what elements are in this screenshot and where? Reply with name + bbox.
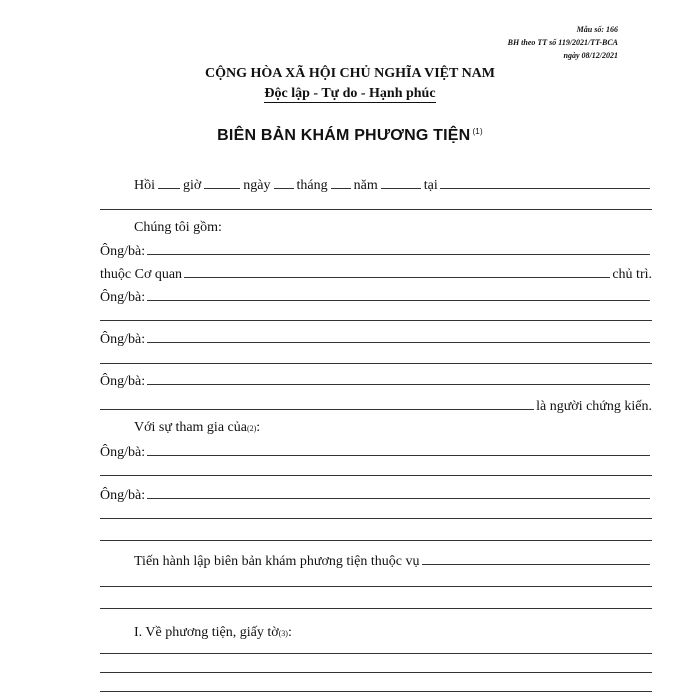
agency-row [100, 265, 652, 283]
document-title [0, 127, 700, 145]
hour-field[interactable] [158, 176, 180, 189]
witness-suffix-row [100, 397, 652, 415]
case-line-2[interactable] [100, 586, 652, 587]
title-text: BIÊN BẢN KHÁM PHƯƠNG TIỆN [217, 127, 471, 144]
person-2-field[interactable] [147, 288, 650, 301]
minute-field[interactable] [204, 176, 240, 189]
person-label: Ông/bà: [100, 488, 146, 503]
month-label: tháng [296, 178, 328, 193]
day-field[interactable] [274, 176, 294, 189]
witness-field[interactable] [147, 372, 650, 385]
person-label: Ông/bà: [100, 290, 146, 305]
form-date: ngày 08/12/2021 [563, 51, 618, 60]
participants-heading-row [100, 220, 652, 238]
person-chair-field[interactable] [147, 242, 650, 255]
participant-2-row [100, 486, 652, 504]
participant-2-line-2[interactable] [100, 518, 652, 519]
person-chair-row [100, 242, 652, 260]
proceed-text: Tiến hành lập biên bản khám phương tiện thuộc vụ [134, 554, 420, 569]
section1-line-2[interactable] [100, 672, 652, 673]
person-3-row [100, 330, 652, 348]
form-number: Mẫu số: 166 [576, 25, 618, 34]
day-label: ngày [243, 178, 271, 193]
section1-colon: : [287, 625, 292, 640]
section1-heading: I. Về phương tiện, giấy tờ [134, 625, 279, 640]
participant-2-line-3[interactable] [100, 540, 652, 541]
section1-line-1[interactable] [100, 653, 652, 654]
participation-label: Với sự tham gia của [134, 420, 247, 435]
year-field[interactable] [381, 176, 421, 189]
hour-label: Hồi [134, 178, 155, 193]
form-basis: BH theo TT số 119/2021/TT-BCA [507, 38, 618, 47]
person-3-field[interactable] [147, 330, 650, 343]
participant-1-field[interactable] [147, 443, 650, 456]
section1-line-3[interactable] [100, 691, 652, 692]
place-line-2[interactable] [100, 209, 652, 210]
nation-heading: CỘNG HÒA XÃ HỘI CHỦ NGHĨA VIỆT NAM [204, 66, 495, 81]
person-3-line-2[interactable] [100, 363, 652, 364]
place-field[interactable] [440, 176, 650, 189]
hour-unit-label: giờ [183, 178, 202, 193]
agency-label: thuộc Cơ quan [100, 267, 183, 282]
section1-row [100, 625, 652, 643]
title-note: (1) [472, 127, 483, 136]
witness-row [100, 372, 652, 390]
participant-1-line-2[interactable] [100, 475, 652, 476]
participant-1-row [100, 443, 652, 461]
place-label: tại [423, 178, 438, 193]
participation-colon: : [256, 420, 261, 435]
participants-heading: Chúng tôi gồm: [134, 220, 222, 235]
participation-row [100, 420, 652, 438]
agency-field[interactable] [184, 265, 610, 278]
motto-text: Độc lập - Tự do - Hạnh phúc [264, 86, 436, 101]
year-label: năm [353, 178, 378, 193]
witness-suffix: là người chứng kiến. [536, 399, 652, 414]
person-2-line-2[interactable] [100, 320, 652, 321]
person-2-row [100, 288, 652, 306]
person-label: Ông/bà: [100, 445, 146, 460]
month-field[interactable] [331, 176, 351, 189]
person-label: Ông/bà: [100, 332, 146, 347]
case-field[interactable] [422, 552, 651, 565]
chair-suffix: chủ trì. [612, 267, 652, 282]
witness-field-2[interactable] [100, 397, 534, 410]
person-label: Ông/bà: [100, 374, 146, 389]
time-place-row [100, 176, 652, 194]
case-line-3[interactable] [100, 608, 652, 609]
person-label: Ông/bà: [100, 244, 146, 259]
proceed-row [100, 552, 652, 570]
section1-note: (3) [278, 629, 288, 638]
motto [0, 84, 700, 102]
participant-2-field[interactable] [147, 486, 650, 499]
participation-note: (2) [246, 424, 257, 433]
